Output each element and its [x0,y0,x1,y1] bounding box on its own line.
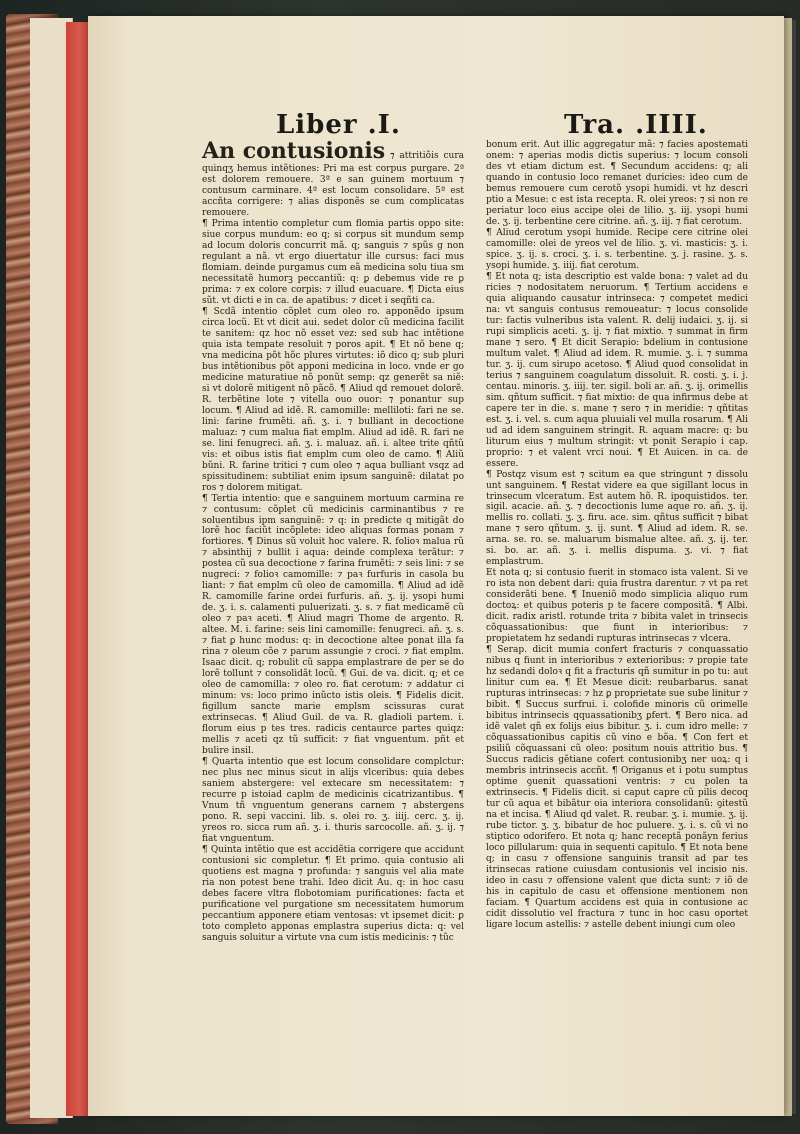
text-column-left [202,140,464,944]
paragraph: ¶ Scdã intentio cõplet cum oleo ro. apponẽdo ipsum circa locũ. Et vt dicit aui. sedet dolor cũ medicina facilit te sanitem: qz hoc nõ esset vez: sed sub hac intẽtione quia ista tempate resoluit ⁊ poros apit. ¶ Et nõ bene q; vna medicina põt hõc plures virtutes: iõ dico q; sub pluri bus intẽtionibus põt apponi medicina in loco. vnde er go medicine maturatiue nõ ponũt semp: qz generẽt sa niẽ: si vt dolorẽ mitigent nõ pãcõ. ¶ Aliud qd remouet dolorẽ. R. terbẽtine lote ⁊ vitella ouo ouor: ⁊ ponantur sup locum. ¶ Aliud ad idẽ. R. camomille: melliloti: fari ne se. lini: farine frumẽti. añ. ʒ. i. ⁊ bulliant in decoctione maluaz: ⁊ cum malua fiat emplm. Aliud ad idẽ. R. fari ne se. lini fenugreci. añ. ʒ. i. maluaz. añ. i. altee trite qñtũ vis: et oibus istis fiat emplm cum oleo de camo. ¶ Aliũ bũni. R. farine tritici ⁊ cum oleo ⁊ aqua bulliant vsqz ad spissitudinem: subtiliat enim ipsum sanguinẽ: dilatat po ros ⁊ dolorem mitigat. [202,306,464,493]
paragraph: ⁊ attritiõis cura quinqʒ hemus intẽtiones: Pri ma est corpus purgare. 2ª est dolorem remouere. 3ª e san guinem mortuum ⁊ contusum carminare. 4ª est locum consolidare. 5ª est accñta corrigere: ⁊ alias disponẽs se cum complicatas remouere. [202,151,464,218]
paragraph: Et nota q; si contusio fuerit in stomaco ista valent. Si ve ro ista non debent dari: quia frustra darentur. ⁊ vt pa ret considerãti bene. ¶ Inueniõ modo simplicia aliquo rum doctoꝝ: et quibus poteris p te facere compositã. ¶ Albi. dicit. radix aristl. rotunde trita ⁊ bibita valet in trinsecis cõquassationibus: que fiunt in interioribus: ⁊ propietatem hz sedandi rupturas intrinsecas ⁊ vlcera. [486,568,748,645]
running-head-left: Liber .I. [276,110,401,140]
paragraph: ¶ Aliud cerotum ysopi humide. Recipe cere citrine olei camomille: olei de yreos vel de lilio. ʒ. vi. masticis: ʒ. i. spice. ʒ. ij. s. croci. ʒ. i. s. terbentine. ʒ. j. rasine. ʒ. s. ysopi humide. ʒ. iiij. fiat cerotum. [486,227,748,271]
paragraph: ¶ Quarta intentio que est locum consolidare complctur: nec plus nec minus sicut in alijs vlceribus: quia debes saniem abstergere: vel extecare sm necessitatem: ⁊ recurre p istoiad caplm de medicinis cicatrizantibus. ¶ Vnum tñ vnguentum generans carnem ⁊ abstergens pono. R. sepi vaccini. lib. s. olei ro. ʒ. iiij. cerc. ʒ. ij. yreos ro. sicca rum añ. ʒ. i. thuris sarcocolle. añ. ʒ. ij. ⁊ fiat vnguentum. [202,757,464,845]
paragraph: ¶ Tertia intentio: que e sanguinem mortuum carmina re ⁊ contusum: cõplet cũ medicinis carminantibus ⁊ re soluentibus ipm sanguinẽ: ⁊ q: in predicte q mitigãt do lorẽ hoc faciũt incõplete: ideo aliquas formas ponam ⁊ fortiores. ¶ Dinus sũ voluit hoc valere. R. folioꝛ malua rũ ⁊ absinthij ⁊ bullit i aqua: deinde complexa terãtur: ⁊ postea cũ sua decoctione ⁊ farina frumẽti: ⁊ seis lini: ⁊ se nugreci: ⁊ folioꝛ camomille: ⁊ paꝛ furfuris in casola bu liant: ⁊ fiat emplm cũ oleo de camomilla. ¶ Aliud ad idẽ R. camomille farine ordei furfuris. añ. ʒ. ij. ysopi humi de. ʒ. i. s. calamenti puluerizati. ʒ. s. ⁊ fiat medicamẽ cũ oleo ⁊ paꝛ aceti. ¶ Aliud magri Thome de argento. R. altee. M. i. farine: seis lini camomille: fenugreci. añ. ʒ. s. ⁊ fiat ꝑ hunc modus: q: in decoctione altee ponat illa fa rina ⁊ oleum cõe ⁊ parum assungie ⁊ croci. ⁊ fiat emplm. Isaac dicit. q; robulit cũ sappa emplastrare de per se do lorẽ tollunt ⁊ consolidãt locũ. ¶ Gui. de va. dicit. q; et ce oleo de camomilla: ⁊ oleo ro. fiat cerotum: ⁊ addatur ci minum: vs: loco primo inũcto istis oleis. ¶ Fidelis dicit. figillum sancte marie emplsm scissuras curat extrinsecas. ¶ Aliud Guil. de va. R. gladioli partem. i. florum eius p tes tres. radicis centaurce partes quiqz: mellis ⁊ aceti qz tũ sufficit: ⁊ fiat vnguentum. pñt et bulire insil. [202,493,464,757]
paragraph: ¶ Serap. dicit mumia confert fracturis ⁊ conquassatio nibus q fiunt in interioribus ⁊ exterioribus: ⁊ propie tate hz sedandi doloꝛ q fit a fracturis qñ sumitur in po tu: aut linitur cum ea. ¶ Et Mesue dicit: reubarbarus. sanat rupturas intrinsecas: ⁊ hz ꝑ proprietate sue sube linitur ⁊ bibit. ¶ Succus surfrui. i. colofide minoris cũ orimelle bibitus intrinsecis qquassationibʒ ꝑfert. ¶ Bero nica. ad idẽ valet qñ ex folijs eius bibitur. ʒ. i. cum idro melle: ⁊ cõquassationibus capitis cũ vino e bõa. ¶ Con fert et psiliũ cõquassani cũ oleo: positum nouis attritio bus. ¶ Succus radicis gẽtiane cofert contusionibʒ ner uoꝝ: q i membris intrinsecis accñt. ¶ Origanus et i potu sumptus optime ꝯuenit quassationi ventris: ⁊ cu polen ta extrinsecis. ¶ Fidelis dicit. si caput capre cũ pilis decoq tur cũ aqua et bibãtur oia interiora consolidanũ: ꝯitestũ na et incisa. ¶ Aliud qd valet. R. reubar. ʒ. i. mumie. ʒ. ij. rube tictor. ʒ. ʒ. bibatur de hoc puluere. ʒ. i. s. cũ vi no stiptico odorifero. Et nota q; hanc receptã ponãyn ferius loco pillularum: quia in sequenti capitulo. ¶ Et nota bene q; in casu ⁊ offensione sanguinis transit ad par tes itrinsecas ratione cuiusdam contusionis vel incisio nis. ideo in casu ⁊ offensione valent que dicta sunt: ⁊ iõ de his in capitulo de casu et offensione mentionem non faciam. ¶ Quartum accidens est quia in contusione ac cidit dissolutio vel fractura ⁊ tunc in hoc casu oportet ligare locum astellis: ⁊ astelle debent iniungi cum oleo [486,645,749,930]
running-head-right: Tra. .IIII. [564,110,708,140]
paragraph: ¶ Et nota q; ista descriptio est valde bona: ⁊ valet ad du ricies ⁊ nodositatem neruorum. ¶ Tertium accidens e quia aliquando causatur intrinseca: ⁊ competet medici na: vt sanguis contusus remoueatur: ⁊ locus consolide tur: factis vulneribus ista valent. R. delij iudaici. ʒ. ij. si rupi simplicis aceti. ʒ. ij. ⁊ fiat mixtio. ⁊ summat in firm mane ⁊ sero. ¶ Et dicit Serapio: bdelium in contusione multum valet. ¶ Aliud ad idem. R. mumie. ʒ. i. ⁊ summa tur. ʒ. ij. cum sirupo acetoso. ¶ Aliud quod consolidat in terius ⁊ sanguinem coagulatum dissoluit. R. costi. ʒ. i. j. centau. minoris. ʒ. iiij. ter. sigil. boli ar. añ. ʒ. ij. orimellis sim. qñtum sufficit. ⁊ fiat mixtio: de qua infirmus debe at capere ter in die. s. mane ⁊ sero ⁊ in meridie: ⁊ qñtitas est. ʒ. i. vel. s. cum aqua pluuiali vel mulla rosarum. ¶ Ali ud ad idem sanguinem stringit. R. aquam macre: q: bu liturum eius ⁊ multum stringit: vt ponit Serapio i cap. proprio: ⁊ et valent vrci noui. ¶ Et Auicen. in ca. de essere. [486,271,748,469]
paragraph: bonum erit. Aut illic aggregatur mã: ⁊ facies apostemati onem: ⁊ aperias modis dictis superius: ⁊ locum consoli des vt etiam dictum est. ¶ Secundum accidens: q; ali quando in contusio loco remanet duricies: ideo cum de bemus remouere cum cerotõ ysopi humidi. vt hz descri ptio a Mesue: c est ista recepta. R. olei yreos: ⁊ si non re periatur loco eius accipe olei de lilio. ʒ. iij. ysopi humi de. ʒ. ij. terbentine cere citrine. añ. ʒ. iij. ⁊ fiat cerotum. [486,140,748,227]
text-column-right [486,140,748,931]
paragraph: ¶ Quinta intẽtio que est accidẽtia corrigere que accidunt contusioni sic completur. ¶ Et primo. quia contusio ali quotiens est magna ⁊ profunda: ⁊ sanguis vel alia mate ria non potest bene trahi. Ideo dicit Au. q: in hoc casu debes facere vltra flobotomiam purificationes: facta et purificatione vel purgatione sm necessitatem humorum peccantium apponere etiam ventosas: vt ipsemet dicit: ꝑ toto completo apponas emplastra superius dicta: q: vel sanguis soluitur a virtute vna cum istis medicinis: ⁊ tũc [202,845,464,943]
opening-words: An contusionis [202,138,386,164]
book-page [88,16,784,1116]
paragraph: ¶ Prima intentio completur cum flomia partis oppo site: siue corpus mundum: eo q; si corpus sit mundum semp ad locum doloris concurrit mã. q; sanguis ⁊ spũs g non regulant a nã. vt ergo diuertatur ille cursus: faci mus flomiam. deinde purgamus cum eã medicina solu tiua sm necessitatẽ humorꝫ peccantiũ: q: ꝑ debemus vide re ꝑ prima: ⁊ ex colore corpis: ⁊ illud euacuare. ¶ Dicta eius sũt. vt dicti e in ca. de apatibus: ⁊ dicet i seqñti ca. [202,218,464,306]
paragraph: ¶ Postqz visum est ⁊ scitum ea que stringunt ⁊ dissolu unt sanguinem. ¶ Restat videre ea que sigillant locus in trinsecum vlceratum. Est autem hõ. R. ipoquistidos. ter. sigil. acacie. añ. ʒ. ⁊ decoctionis lume aque ro. añ. ʒ. ij. mellis ro. collati. ʒ. ʒ. firu. ace. sim. qñtus sufficit ⁊ bibat mane ⁊ sero qñtum. ʒ. ij. sunt. ¶ Aliud ad idem. R. se. arna. se. ro. se. maluarum bismalue altee. añ. ʒ. ij. ter. si. bo. ar. añ. ʒ. i. mellis dispuma. ʒ. vi. ⁊ fiat emplastrum. [486,469,748,568]
